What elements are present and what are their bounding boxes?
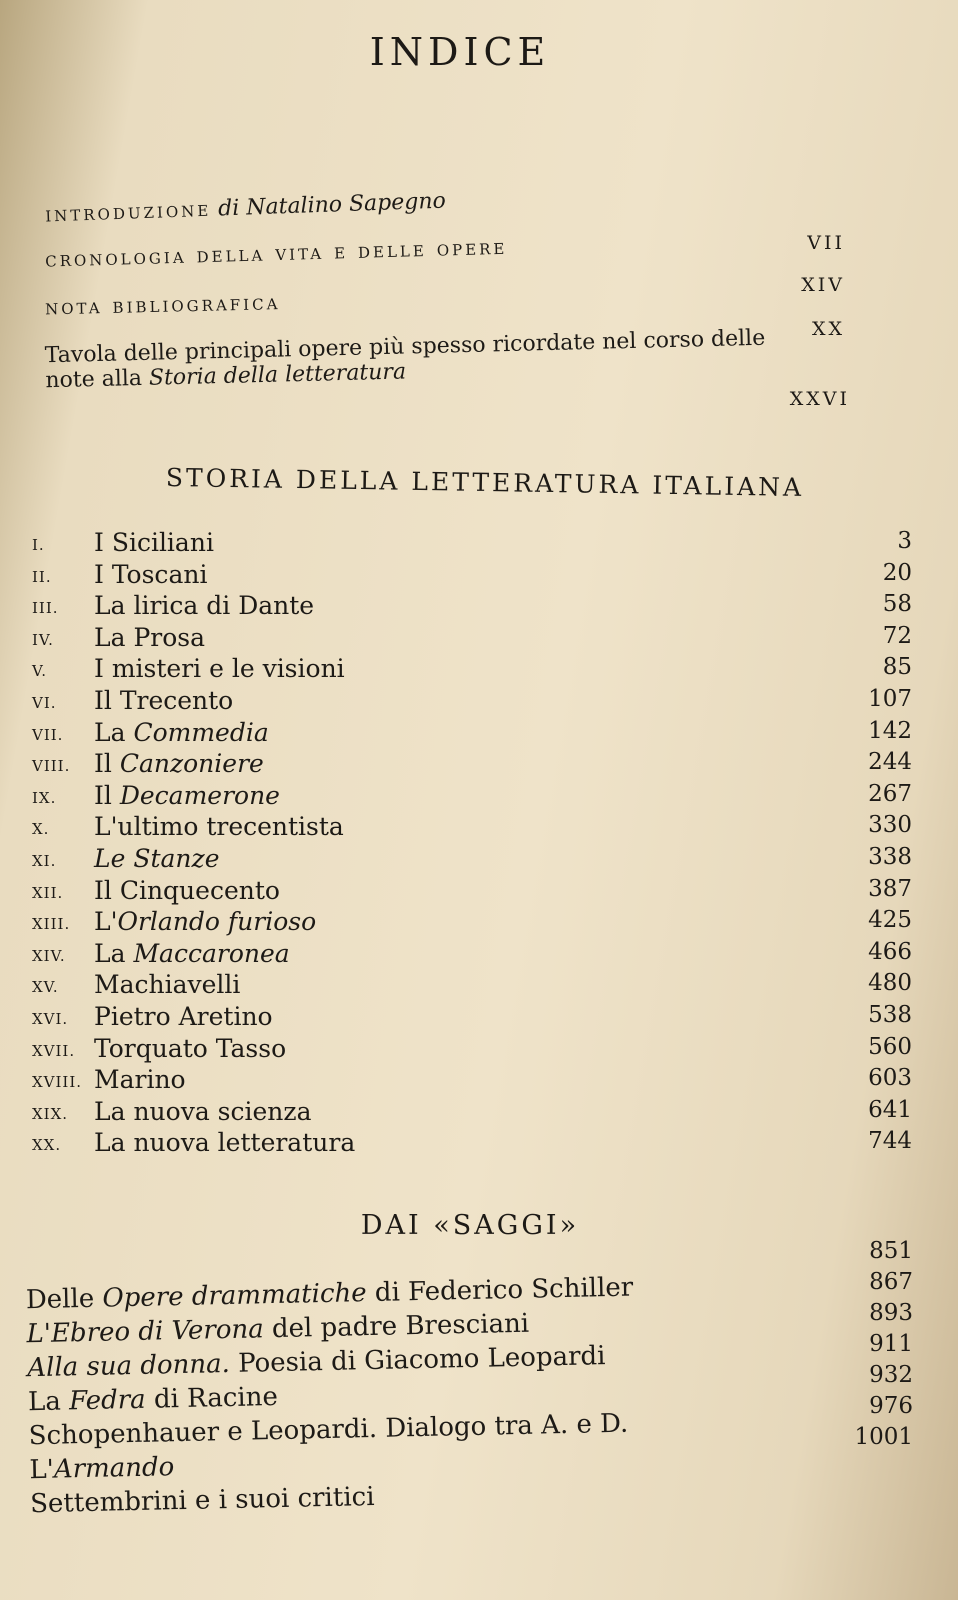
saggio-page: 893 (869, 1300, 913, 1326)
chapter-title-text: L' (94, 907, 118, 937)
chapter-row (32, 686, 912, 718)
chapter-number: XIII. (32, 915, 71, 934)
saggio-title-italic: Armando (53, 1452, 175, 1485)
chapter-title (94, 654, 345, 683)
chapter-title (94, 1002, 273, 1031)
chapter-title (94, 970, 240, 999)
chapter-page: 387 (868, 875, 912, 902)
chapter-number: VII. (32, 725, 64, 744)
chapter-number: VIII. (32, 757, 71, 776)
chapter-title-text: La (94, 938, 134, 968)
chapter-row (32, 939, 912, 971)
front-item-nota (45, 277, 875, 321)
chapter-page: 466 (868, 938, 912, 965)
chapter-row (32, 1002, 912, 1034)
front-item-caps: cronologia della vita e delle opere (44, 234, 508, 273)
chapter-title (94, 781, 280, 810)
saggio-title (28, 1382, 278, 1417)
front-item-caps: nota bibliografica (44, 290, 281, 321)
chapter-title-text: La nuova scienza (94, 1096, 312, 1126)
chapter-number: XVI. (32, 1009, 69, 1028)
saggio-title (29, 1452, 174, 1485)
chapter-page: 72 (882, 622, 912, 649)
front-item-rest: di Natalino Sapegno (210, 188, 447, 222)
chapter-title-italic: Commedia (133, 717, 269, 747)
chapter-title (94, 1128, 355, 1157)
chapter-title-text: La nuova letteratura (94, 1128, 356, 1158)
chapter-number: XV. (32, 978, 59, 997)
saggio-title-text-after: di Federico Schiller (366, 1272, 634, 1309)
front-page-number: XX (811, 318, 845, 340)
chapter-title (94, 623, 205, 652)
chapter-title (94, 1065, 186, 1094)
chapter-number: IV. (32, 630, 54, 649)
saggio-title-italic: Alla sua donna. (27, 1348, 231, 1384)
section-title-storia: STORIA DELLA LETTERATURA ITALIANA (165, 462, 805, 503)
chapter-row (32, 654, 912, 686)
chapter-number: XII. (32, 883, 64, 902)
chapter-row (32, 718, 912, 750)
saggio-title-text: Settembrini e i suoi critici (29, 1481, 375, 1520)
chapter-page: 641 (868, 1096, 912, 1123)
chapter-number: XX. (32, 1136, 62, 1155)
chapter-title-italic: Decamerone (119, 780, 280, 810)
chapter-page: 3 (897, 528, 912, 554)
front-page-number: XXVI (789, 388, 850, 410)
chapter-row (32, 560, 912, 592)
chapter-title-text: Il (94, 749, 120, 779)
front-item-caps: introduzione (44, 196, 212, 228)
chapter-number: XIX. (32, 1104, 69, 1123)
chapter-title (94, 876, 280, 905)
chapter-page: 538 (868, 1001, 912, 1028)
chapter-row (32, 812, 912, 844)
chapter-title (94, 939, 290, 968)
chapter-title-text: L'ultimo trecentista (94, 812, 344, 842)
chapter-title-text: La lirica di Dante (94, 591, 315, 621)
chapter-row (32, 781, 912, 813)
chapter-row (32, 1128, 912, 1160)
chapter-number: I. (32, 536, 45, 554)
chapter-row (32, 1034, 912, 1066)
chapter-title-text: La (94, 717, 134, 747)
chapter-title (94, 907, 316, 936)
chapter-title-italic: Maccaronea (133, 938, 290, 968)
chapter-title-text: I Siciliani (94, 528, 214, 557)
chapter-row (32, 1097, 912, 1129)
saggio-page: 911 (869, 1331, 913, 1357)
chapter-page: 330 (868, 812, 912, 839)
saggi-list (26, 1267, 911, 1523)
saggio-page: 1001 (854, 1424, 913, 1450)
chapter-title (94, 844, 220, 873)
chapter-title (94, 560, 207, 589)
section-title-saggi: DAI «SAGGI» (360, 1210, 580, 1241)
chapter-title (94, 591, 314, 620)
chapter-row (32, 591, 912, 623)
saggio-page: 851 (869, 1238, 913, 1264)
chapter-title (94, 1097, 311, 1126)
chapter-page: 20 (882, 559, 912, 586)
chapter-row (32, 907, 912, 939)
front-item-introduzione (45, 174, 875, 228)
chapter-number: V. (32, 662, 47, 681)
chapter-row (32, 844, 912, 876)
saggi-page-numbers (854, 1236, 913, 1453)
page-title: INDICE (369, 30, 551, 74)
chapter-row (32, 970, 912, 1002)
front-item-tavola (45, 325, 806, 394)
chapter-page: 425 (868, 907, 912, 934)
saggio-title-text: La (27, 1386, 70, 1418)
saggio-title-text: Delle (25, 1283, 103, 1316)
chapter-page: 603 (868, 1065, 912, 1092)
chapter-page: 244 (868, 749, 912, 776)
chapter-title-text: Il Trecento (94, 685, 234, 715)
chapter-title (94, 749, 264, 778)
chapter-title (94, 812, 344, 841)
chapter-row (32, 1065, 912, 1097)
chapter-page: 338 (868, 843, 912, 870)
chapter-title-italic: Canzoniere (119, 749, 264, 779)
chapter-title (94, 718, 269, 747)
front-page-number: VII (807, 232, 845, 254)
chapter-number: IX. (32, 788, 57, 807)
chapter-title-text: I misteri e le visioni (94, 654, 345, 684)
chapter-number: VI. (32, 693, 57, 712)
chapter-page: 142 (868, 717, 912, 744)
chapter-row (32, 876, 912, 908)
tavola-line-2-italic: Storia della letteratura (148, 359, 407, 391)
chapter-page: 480 (868, 970, 912, 997)
chapter-title (94, 686, 233, 715)
chapter-row (32, 623, 912, 655)
chapter-title-italic: Le Stanze (94, 843, 220, 873)
chapter-title (94, 1034, 286, 1063)
saggio-title-text: Schopenhauer e Leopardi. Dialogo tra A. e D. (28, 1408, 629, 1452)
chapter-title-text: La Prosa (94, 622, 206, 652)
chapter-title-text: Il (94, 780, 120, 810)
chapter-page: 58 (882, 591, 912, 618)
saggio-title-text-after: del padre Bresciani (263, 1308, 530, 1345)
saggio-title-text: L' (29, 1454, 55, 1486)
chapter-row (32, 749, 912, 781)
chapter-title-text: Pietro Aretino (94, 1001, 273, 1031)
tavola-line-1: Tavola delle principali opere più spesso ricordate nel corso delle (44, 325, 766, 369)
chapter-page: 744 (868, 1128, 912, 1155)
saggio-title (30, 1482, 375, 1519)
chapter-number: II. (32, 567, 52, 586)
chapter-title-text: Torquato Tasso (94, 1033, 287, 1063)
chapter-title-italic: Orlando furioso (117, 907, 317, 937)
saggio-page: 867 (869, 1269, 913, 1295)
chapter-number: XI. (32, 851, 57, 870)
chapter-row (32, 528, 912, 560)
tavola-line-2-prefix: note alla (45, 365, 150, 394)
chapter-page: 560 (868, 1033, 912, 1060)
saggio-title-italic: Fedra (68, 1384, 146, 1417)
chapter-list (32, 528, 912, 1160)
saggio-page: 976 (869, 1393, 913, 1419)
saggio-title-italic: Opere drammatiche (102, 1278, 367, 1314)
chapter-title-text: Machiavelli (94, 970, 241, 1000)
chapter-number: XVIII. (32, 1073, 83, 1092)
chapter-page: 85 (882, 654, 912, 681)
chapter-title (94, 528, 214, 557)
saggio-title-text-after: di Racine (145, 1381, 279, 1415)
chapter-page: 267 (868, 780, 912, 807)
saggio-title-italic: L'Ebreo di Verona (26, 1314, 265, 1350)
front-page-number: XIV (801, 274, 845, 296)
chapter-number: III. (32, 599, 59, 618)
chapter-title-text: Il Cinquecento (94, 875, 280, 905)
chapter-title-text: Marino (94, 1065, 186, 1095)
chapter-number: XVII. (32, 1041, 76, 1060)
saggio-page: 932 (869, 1362, 913, 1388)
chapter-number: XIV. (32, 946, 66, 965)
chapter-number: X. (32, 820, 50, 839)
chapter-title-text: I Toscani (94, 559, 208, 589)
chapter-page: 107 (868, 685, 912, 712)
saggio-title-text-after: Poesia di Giacomo Leopardi (229, 1341, 606, 1379)
